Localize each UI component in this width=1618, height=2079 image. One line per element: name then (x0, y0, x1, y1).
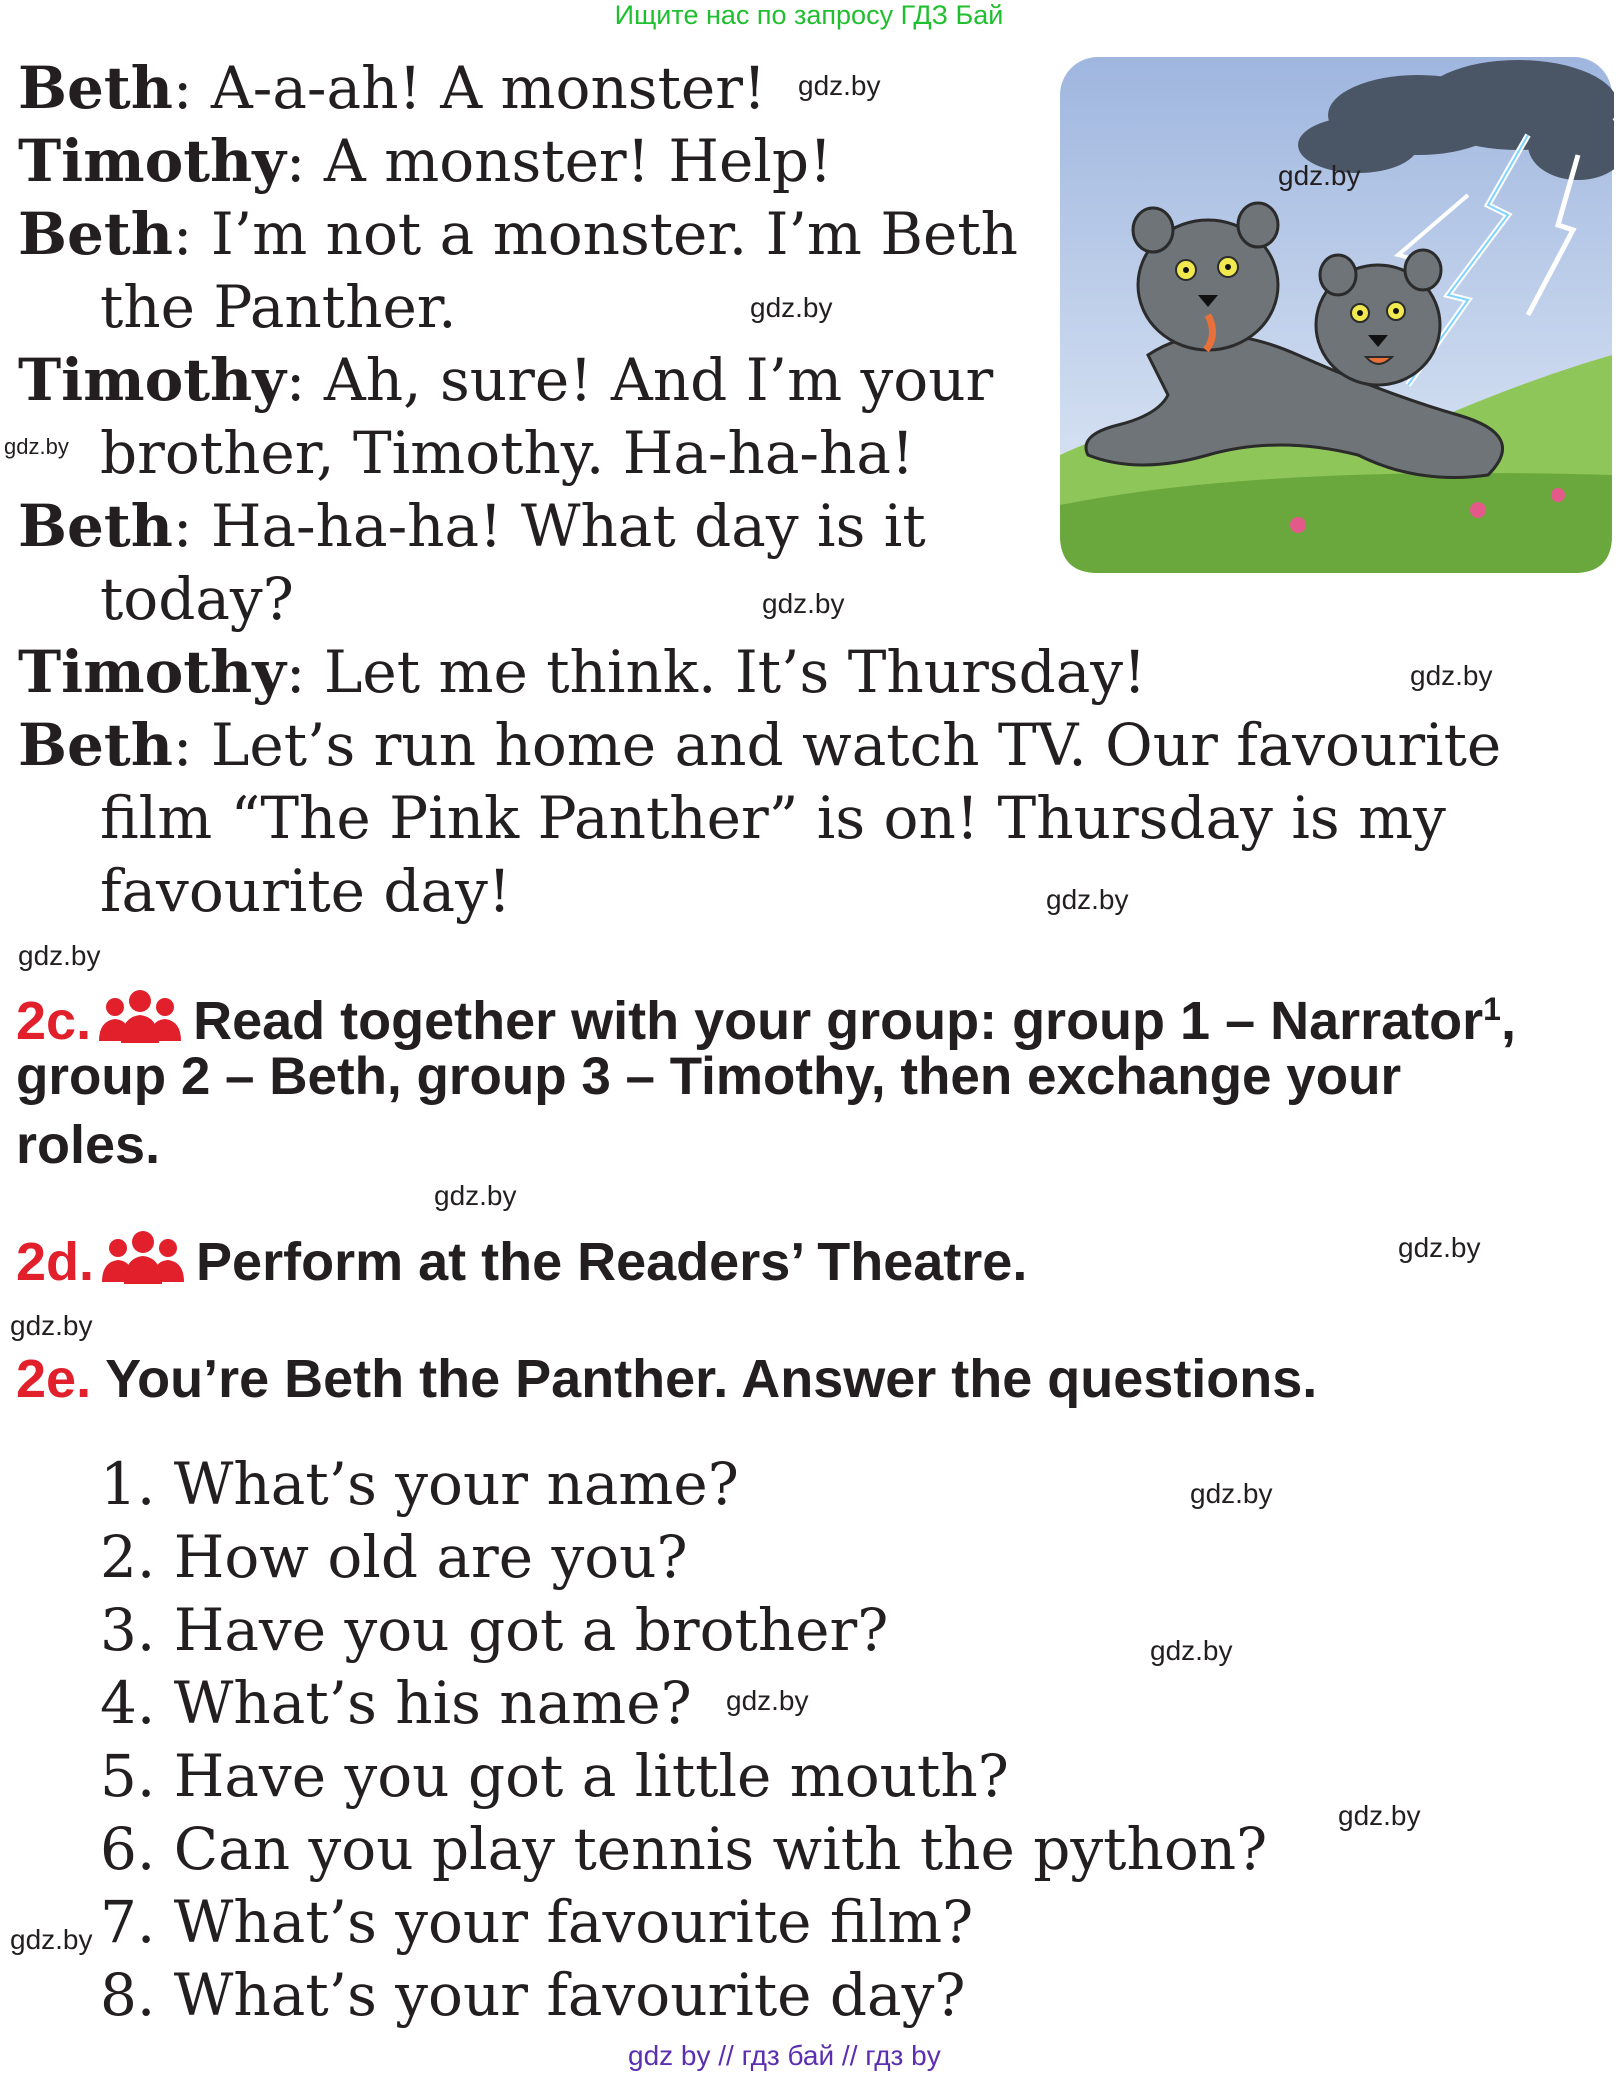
speaker-colon: : (172, 711, 193, 779)
question-item: 6. Can you play tennis with the python? (100, 1815, 1268, 1883)
task-2c-line-3: roles. (16, 1115, 161, 1175)
speaker-colon: : (285, 346, 306, 414)
task-2c-line-2: group 2 – Beth, group 3 – Timothy, then exchange your (16, 1047, 1402, 1106)
watermark: gdz.by (1190, 1478, 1273, 1509)
question-item: 8. What’s your favourite day? (100, 1961, 966, 2029)
task-text: Perform at the Readers’ Theatre. (196, 1232, 1028, 1292)
watermark: gdz.by (1150, 1635, 1233, 1666)
speaker-name: Timothy (18, 346, 286, 414)
speaker-colon: : (285, 127, 306, 195)
watermark: gdz.by (798, 70, 881, 101)
footer-links[interactable]: gdz by // гдз бай // гдз by (628, 2040, 941, 2071)
question-item: 4. What’s his name? (100, 1669, 692, 1737)
dialogue-line-4 (18, 344, 993, 417)
watermark: gdz.by (18, 940, 101, 971)
dialogue-continuation: film “The Pink Panther” is on! Thursday is my (100, 784, 1446, 852)
group-icon (102, 1228, 184, 1302)
speaker-name: Beth (18, 492, 173, 560)
watermark: gdz.by (10, 1924, 93, 1955)
task-number: 2e. (16, 1349, 92, 1409)
dialogue-line-6 (18, 636, 1146, 709)
speaker-name: Beth (18, 54, 173, 122)
dialogue-continuation: the Panther. (100, 273, 457, 341)
watermark: gdz.by (10, 1310, 93, 1341)
question-item: 5. Have you got a little mouth? (100, 1742, 1009, 1810)
footnote-mark: 1 (1483, 991, 1501, 1027)
task-text-comma: , (1500, 991, 1516, 1051)
dialogue-line-2 (18, 125, 832, 198)
dialogue-line-7 (18, 709, 1501, 782)
speaker-colon: : (172, 492, 193, 560)
speaker-name: Beth (18, 711, 173, 779)
speaker-colon: : (172, 54, 193, 122)
dialogue-text: A monster! Help! (305, 127, 833, 195)
dialogue-text: Ah, sure! And I’m your (305, 346, 994, 414)
speaker-colon: : (285, 638, 306, 706)
task-2e (16, 1345, 1317, 1413)
dialogue-continuation: brother, Timothy. Ha-ha-ha! (100, 419, 915, 487)
dialogue-text: I’m not a monster. I’m Beth (192, 200, 1018, 268)
speaker-name: Timothy (18, 638, 286, 706)
watermark: gdz.by (762, 588, 845, 619)
speaker-name: Beth (18, 200, 173, 268)
dialogue-text: Ha-ha-ha! What day is it (192, 492, 926, 560)
question-item: 2. How old are you? (100, 1523, 688, 1591)
dialogue-line-3 (18, 198, 1018, 271)
dialogue-continuation: favourite day! (100, 857, 512, 925)
speaker-name: Timothy (18, 127, 286, 195)
question-item: 1. What’s your name? (100, 1450, 739, 1518)
top-banner[interactable]: Ищите нас по запросу ГДЗ Бай (614, 0, 1004, 30)
dialogue-line-1 (18, 52, 766, 125)
task-number: 2d. (16, 1232, 95, 1292)
watermark: gdz.by (4, 434, 69, 459)
watermark: gdz.by (1278, 160, 1361, 191)
speaker-colon: : (172, 200, 193, 268)
panthers-illustration (1058, 55, 1614, 575)
watermark: gdz.by (1398, 1232, 1481, 1263)
dialogue-text: Let me think. It’s Thursday! (305, 638, 1147, 706)
watermark: gdz.by (750, 292, 833, 323)
dialogue-continuation: today? (100, 565, 294, 633)
dialogue-text: A-a-ah! A monster! (192, 54, 767, 122)
task-number: 2c. (16, 991, 92, 1051)
question-item: 7. What’s your favourite film? (100, 1888, 974, 1956)
dialogue-text: Let’s run home and watch TV. Our favourite (192, 711, 1502, 779)
watermark: gdz.by (1410, 660, 1493, 691)
watermark: gdz.by (1046, 884, 1129, 915)
watermark: gdz.by (726, 1685, 809, 1716)
watermark: gdz.by (434, 1180, 517, 1211)
dialogue-line-5 (18, 490, 926, 563)
watermark: gdz.by (1338, 1800, 1421, 1831)
task-text: Read together with your group: group 1 – Narrator (193, 991, 1484, 1051)
task-text: You’re Beth the Panther. Answer the questions. (105, 1349, 1318, 1409)
question-item: 3. Have you got a brother? (100, 1596, 889, 1664)
task-2d (16, 1228, 1027, 1302)
